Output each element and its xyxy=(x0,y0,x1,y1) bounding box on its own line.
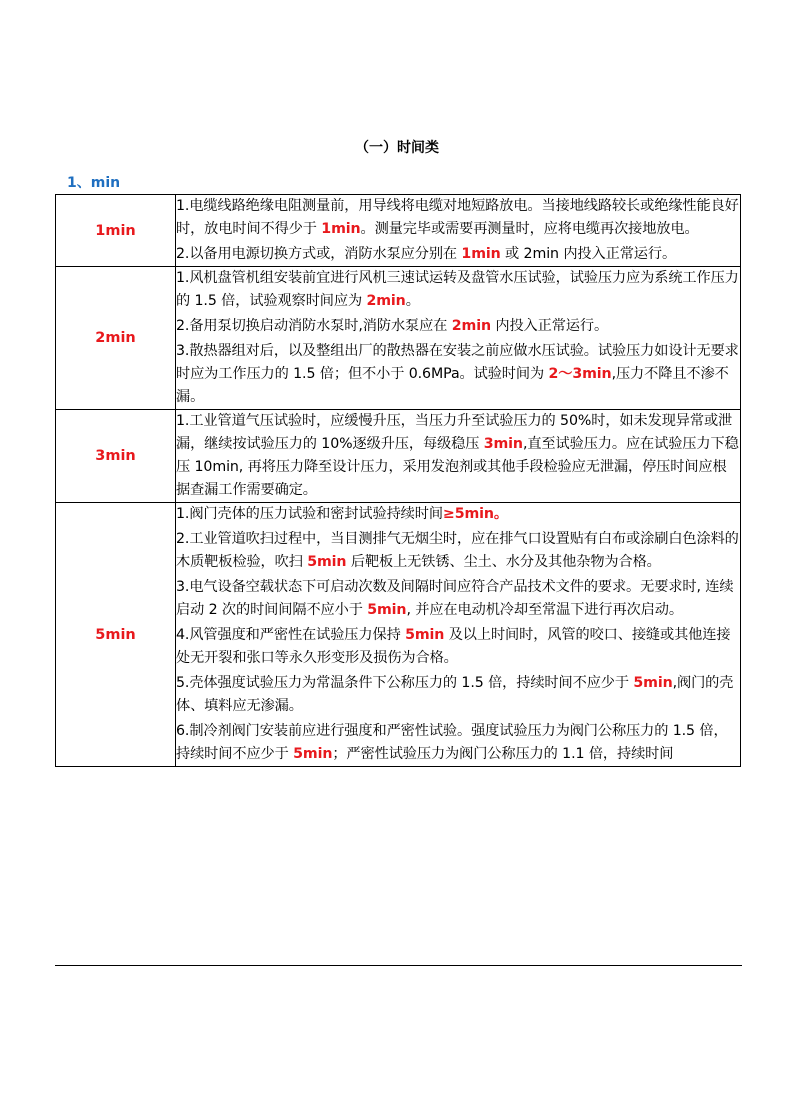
item-text: 及以上时间时，风管的咬口、接缝或其他连接处无开裂和张口等永久形变形及损伤为合格。 xyxy=(176,627,731,666)
item-text: 后靶板上无铁锈、尘土、水分及其他杂物为合格。 xyxy=(346,554,661,570)
list-item xyxy=(176,267,740,313)
highlight-time: 3min xyxy=(483,436,523,452)
highlight-time: 1min xyxy=(461,246,501,262)
row-content xyxy=(176,410,741,503)
list-item xyxy=(176,672,740,718)
highlight-time: 5min xyxy=(405,627,445,643)
table-viewport xyxy=(55,194,742,966)
item-text: 2.以备用电源切换方式或，消防水泵应分别在 xyxy=(176,246,462,262)
row-content xyxy=(176,503,741,767)
item-text: 。测量完毕或需要再测量时，应将电缆再次接地放电。 xyxy=(360,221,699,237)
page-title: （一）时间类 xyxy=(355,140,439,156)
list-item xyxy=(176,528,740,574)
table-bottom-border xyxy=(55,965,742,966)
row-label: 2min xyxy=(56,267,176,410)
table-row xyxy=(56,410,741,503)
row-label: 1min xyxy=(56,195,176,267)
table-row xyxy=(56,503,741,767)
list-item xyxy=(176,315,740,338)
item-text: ；严密性试验压力为阀门公称压力的 1.1 倍，持续时间 xyxy=(332,746,674,762)
item-text: 2.工业管道吹扫过程中，当目测排气无烟尘时，应在排气口设置贴有白布或涂刷白色涂料的木质靶板检验，吹扫 xyxy=(176,531,739,570)
highlight-time: 5min xyxy=(367,602,407,618)
highlight-time: 2min xyxy=(451,318,491,334)
spec-table xyxy=(55,194,741,767)
item-text: 5.壳体强度试验压力为常温条件下公称压力的 1.5 倍，持续时间不应少于 xyxy=(176,675,634,691)
list-item xyxy=(176,195,740,241)
item-text: 6.制冷剂阀门安装前应进行强度和严密性试验。强度试验压力为阀门公称压力的 1.5 倍，持续时间不应少于 xyxy=(176,723,728,762)
row-label: 3min xyxy=(56,410,176,503)
highlight-time: 2～3min xyxy=(548,366,612,382)
highlight-time: ≥5min。 xyxy=(442,506,509,522)
list-item xyxy=(176,410,740,502)
item-text: 3.电气设备空载状态下可启动次数及间隔时间应符合产品技术文件的要求。无要求时, 连续启动 2 次的时间间隔不应小于 xyxy=(176,579,734,618)
row-content xyxy=(176,195,741,267)
list-item xyxy=(176,503,740,526)
list-item xyxy=(176,720,740,766)
highlight-time: 5min xyxy=(293,746,333,762)
item-text: 2.备用泵切换启动消防水泵时,消防水泵应在 xyxy=(176,318,452,334)
table-row xyxy=(56,267,741,410)
item-text: ,直至试验压力。应在试验压力下稳压 10min, 再将压力降至设计压力，采用发泡剂或其他手段检验应无泄漏，停压时间应根据查漏工作需要确定。 xyxy=(176,436,739,498)
item-text: 4.风管强度和严密性在试验压力保持 xyxy=(176,627,406,643)
item-text: 1.阀门壳体的压力试验和密封试验持续时间 xyxy=(176,506,443,522)
row-label: 5min xyxy=(56,503,176,767)
spec-table-body xyxy=(56,195,741,767)
item-text: 。 xyxy=(405,293,420,309)
item-text: 或 2min 内投入正常运行。 xyxy=(500,246,677,262)
highlight-time: 5min xyxy=(307,554,347,570)
table-row xyxy=(56,195,741,267)
item-text: 3.散热器组对后，以及整组出厂的散热器在安装之前应做水压试验。试验压力如设计无要求时应为工作压力的 1.5 倍；但不小于 0.6MPa。试验时间为 xyxy=(176,343,739,382)
row-content xyxy=(176,267,741,410)
list-item xyxy=(176,340,740,409)
item-text: 1.工业管道气压试验时，应缓慢升压，当压力升至试验压力的 50%时，如未发现异常或泄漏，继续按试验压力的 10%逐级升压，每级稳压 xyxy=(176,413,733,452)
highlight-time: 5min xyxy=(633,675,673,691)
list-item xyxy=(176,624,740,670)
item-text: 1.电缆线路绝缘电阻测量前，用导线将电缆对地短路放电。当接地线路较长或绝缘性能良好时，放电时间不得少于 xyxy=(176,198,739,237)
highlight-time: 2min xyxy=(366,293,406,309)
item-text: 内投入正常运行。 xyxy=(490,318,609,334)
list-item xyxy=(176,576,740,622)
section-heading: 1、min xyxy=(67,175,121,191)
item-text: , 并应在电动机冷却至常温下进行再次启动。 xyxy=(406,602,683,618)
item-text: ,阀门的壳体、填料应无渗漏。 xyxy=(176,675,734,714)
highlight-time: 1min xyxy=(321,221,361,237)
item-text: ,压力不降且不渗不漏。 xyxy=(176,366,729,405)
item-text: 1.风机盘管机组安装前宜进行风机三速试运转及盘管水压试验，试验压力应为系统工作压力的 1.5 倍，试验观察时间应为 xyxy=(176,270,739,309)
list-item xyxy=(176,243,740,266)
